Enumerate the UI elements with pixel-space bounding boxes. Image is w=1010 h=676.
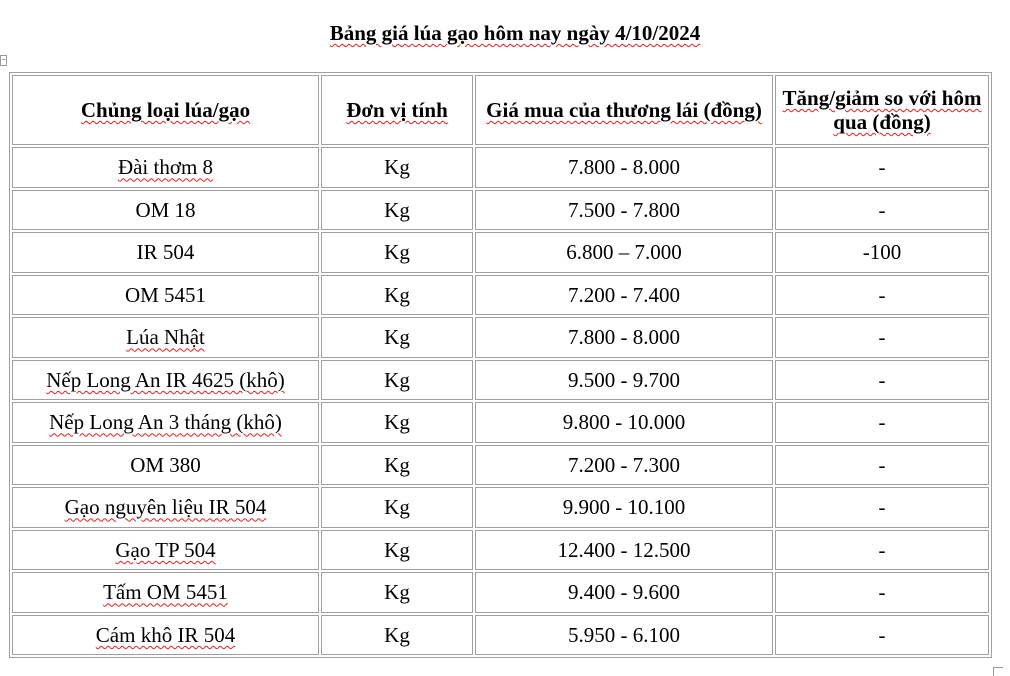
cell-unit: Kg (321, 615, 473, 656)
header-change: Tăng/giảm so với hôm qua (đồng) (775, 75, 989, 145)
cell-type: Tấm OM 5451 (12, 572, 319, 613)
cell-change: - (775, 530, 989, 571)
cell-change: -100 (775, 232, 989, 273)
header-buy-price: Giá mua của thương lái (đồng) (475, 75, 773, 145)
cell-price: 9.900 - 10.100 (475, 487, 773, 528)
cell-price: 7.800 - 8.000 (475, 147, 773, 188)
table-row (12, 487, 989, 528)
cell-type: Gạo nguyên liệu IR 504 (12, 487, 319, 528)
cell-price: 12.400 - 12.500 (475, 530, 773, 571)
table-row (12, 402, 989, 443)
header-unit: Đơn vị tính (321, 75, 473, 145)
table-body (12, 147, 989, 655)
cell-price: 7.200 - 7.300 (475, 445, 773, 486)
cell-type: IR 504 (12, 232, 319, 273)
cell-price: 7.800 - 8.000 (475, 317, 773, 358)
table-row (12, 360, 989, 401)
cell-price: 9.500 - 9.700 (475, 360, 773, 401)
table-row (12, 530, 989, 571)
cell-price: 9.400 - 9.600 (475, 572, 773, 613)
cell-unit: Kg (321, 487, 473, 528)
cell-change: - (775, 360, 989, 401)
cell-price: 5.950 - 6.100 (475, 615, 773, 656)
cell-change: - (775, 275, 989, 316)
cell-price: 7.200 - 7.400 (475, 275, 773, 316)
table-anchor-icon[interactable] (0, 55, 7, 66)
cell-price: 6.800 – 7.000 (475, 232, 773, 273)
cell-type: OM 18 (12, 190, 319, 231)
cell-type: Đài thơm 8 (12, 147, 319, 188)
cell-unit: Kg (321, 572, 473, 613)
cell-change: - (775, 147, 989, 188)
cell-unit: Kg (321, 190, 473, 231)
cell-unit: Kg (321, 402, 473, 443)
cell-unit: Kg (321, 232, 473, 273)
cell-change: - (775, 317, 989, 358)
cell-change: - (775, 445, 989, 486)
table-row (12, 317, 989, 358)
cell-change: - (775, 190, 989, 231)
cell-change: - (775, 572, 989, 613)
cell-unit: Kg (321, 360, 473, 401)
page-title (0, 18, 1010, 48)
cell-type: OM 5451 (12, 275, 319, 316)
cell-type: Lúa Nhật (12, 317, 319, 358)
table-row (12, 445, 989, 486)
cell-unit: Kg (321, 445, 473, 486)
cell-change: - (775, 402, 989, 443)
header-type: Chủng loại lúa/gạo (12, 75, 319, 145)
cell-type: Cám khô IR 504 (12, 615, 319, 656)
cell-change: - (775, 615, 989, 656)
cell-unit: Kg (321, 530, 473, 571)
table-row (12, 190, 989, 231)
cell-price: 9.800 - 10.000 (475, 402, 773, 443)
page-title-text: Bảng giá lúa gạo hôm nay ngày 4/10/2024 (329, 21, 701, 45)
table-row (12, 275, 989, 316)
cell-unit: Kg (321, 317, 473, 358)
cell-type: OM 380 (12, 445, 319, 486)
table-row (12, 147, 989, 188)
rice-price-table (9, 72, 992, 658)
table-header-row (12, 75, 989, 145)
cell-unit: Kg (321, 275, 473, 316)
end-of-cell-mark (993, 667, 1003, 676)
cell-price: 7.500 - 7.800 (475, 190, 773, 231)
cell-type: Nếp Long An 3 tháng (khô) (12, 402, 319, 443)
cell-type: Gạo TP 504 (12, 530, 319, 571)
table-row (12, 232, 989, 273)
table-row (12, 615, 989, 656)
table-row (12, 572, 989, 613)
cell-change: - (775, 487, 989, 528)
cell-type: Nếp Long An IR 4625 (khô) (12, 360, 319, 401)
cell-unit: Kg (321, 147, 473, 188)
